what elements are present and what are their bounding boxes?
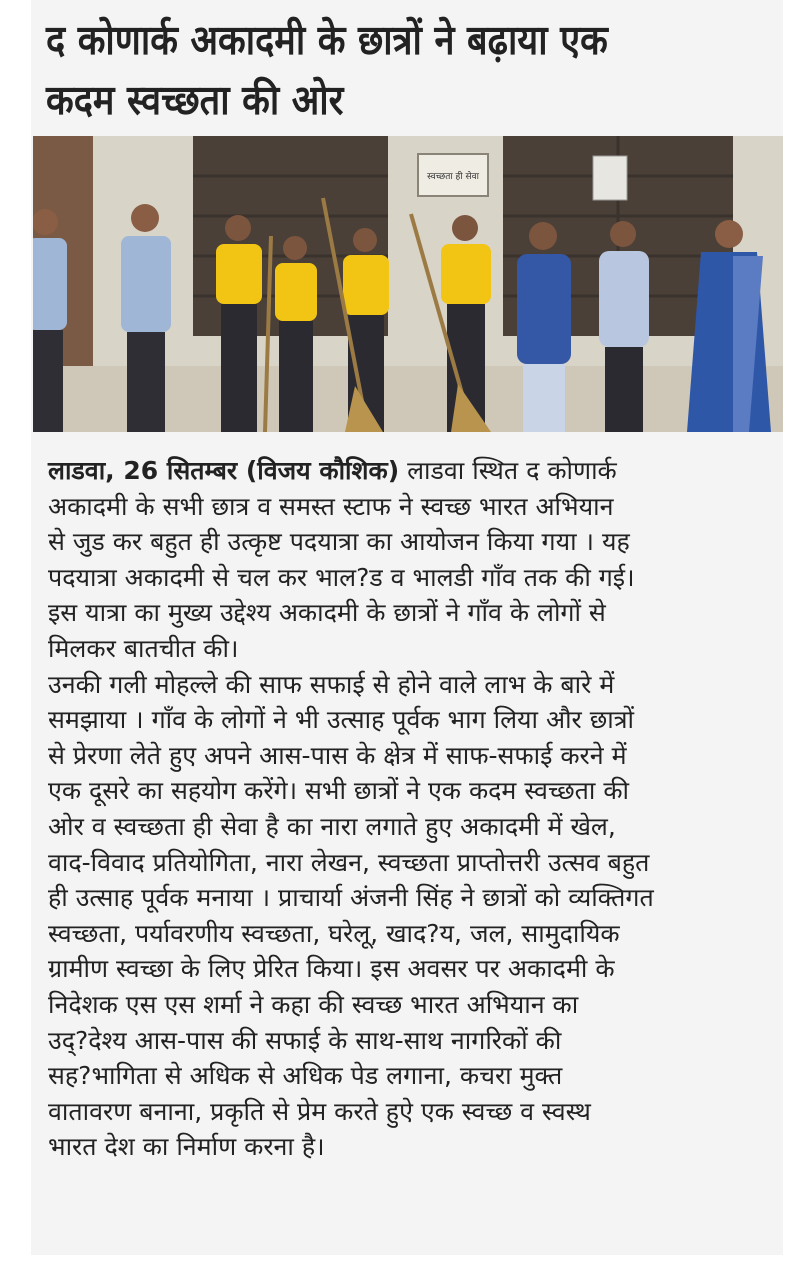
headline — [46, 10, 688, 130]
article-line: समझाया । गाँव के लोगों ने भी उत्साह पूर्वक भाग लिया और छात्रों — [48, 705, 634, 735]
article-line-1-text: लाडवा स्थित द कोणार्क — [399, 456, 617, 485]
headline-line-1: द कोणार्क अकादमी के छात्रों ने बढ़ाया एक — [46, 16, 608, 64]
article-line: मिलकर बातचीत की। — [48, 633, 239, 663]
poster — [593, 156, 627, 200]
group-photo-illustration — [33, 136, 783, 432]
article-line: अकादमी के सभी छात्र व समस्त स्टाफ ने स्वच्छ भारत अभियान — [48, 491, 614, 521]
article-line: ओर व स्वच्छता ही सेवा है का नारा लगाते हुए अकादमी में खेल, — [48, 811, 616, 841]
person-staff-1 — [33, 209, 67, 432]
article-line-1 — [48, 453, 770, 489]
article-body — [48, 453, 770, 1165]
article-line: उद्?देश्य आस-पास की सफाई के साथ-साथ नागरिकों की — [48, 1025, 562, 1055]
article-line: वाद-विवाद प्रतियोगिता, नारा लेखन, स्वच्छता प्राप्तोत्तरी उत्सव बहुत — [48, 847, 650, 877]
news-photo — [33, 136, 783, 432]
article-line: एक दूसरे का सहयोग करेंगे। सभी छात्रों ने एक कदम स्वच्छता की — [48, 776, 630, 806]
article-line: स्वच्छता, पर्यावरणीय स्वच्छता, घरेलू, खाद?य, जल, सामुदायिक — [48, 918, 620, 948]
person-student-2 — [275, 236, 317, 432]
article-line: उनकी गली मोहल्ले की साफ सफाई से होने वाले लाभ के बारे में — [48, 669, 615, 699]
article-line: से प्रेरणा लेते हुए अपने आस-पास के क्षेत्र में साफ-सफाई करने में — [48, 740, 627, 770]
article-line: वातावरण बनाना, प्रकृति से प्रेम करते हुऐ एक स्वच्छ व स्वस्थ — [48, 1096, 591, 1126]
article-line: ग्रामीण स्वच्छा के लिए प्रेरित किया। इस अवसर पर अकादमी के — [48, 954, 615, 984]
person-staff-4 — [599, 221, 649, 432]
headline-line-2: कदम स्वच्छता की ओर — [46, 76, 344, 124]
article-line: पदयात्रा अकादमी से चल कर भाल?ड व भालडी गाँव तक की गई। — [48, 562, 635, 592]
article-line: निदेशक एस एस शर्मा ने कहा की स्वच्छ भारत अभियान का — [48, 989, 579, 1019]
article-line: ही उत्साह पूर्वक मनाया । प्राचार्या अंजनी सिंह ने छात्रों को व्यक्तिगत — [48, 883, 654, 913]
article-line: भारत देश का निर्माण करना है। — [48, 1132, 325, 1162]
article-line: इस यात्रा का मुख्य उद्देश्य अकादमी के छात्रों ने गाँव के लोगों से — [48, 598, 606, 628]
article-dateline: लाडवा, 26 सितम्बर (विजय कौशिक) — [48, 456, 400, 485]
person-staff-2 — [121, 204, 171, 432]
article-line: से जुड कर बहुत ही उत्कृष्ट पदयात्रा का आयोजन किया गया । यह — [48, 527, 630, 557]
article-line: सह?भागिता से अधिक से अधिक पेड लगाना, कचरा मुक्त — [48, 1061, 563, 1091]
sign-board-text: स्वच्छता ही सेवा — [427, 172, 479, 182]
